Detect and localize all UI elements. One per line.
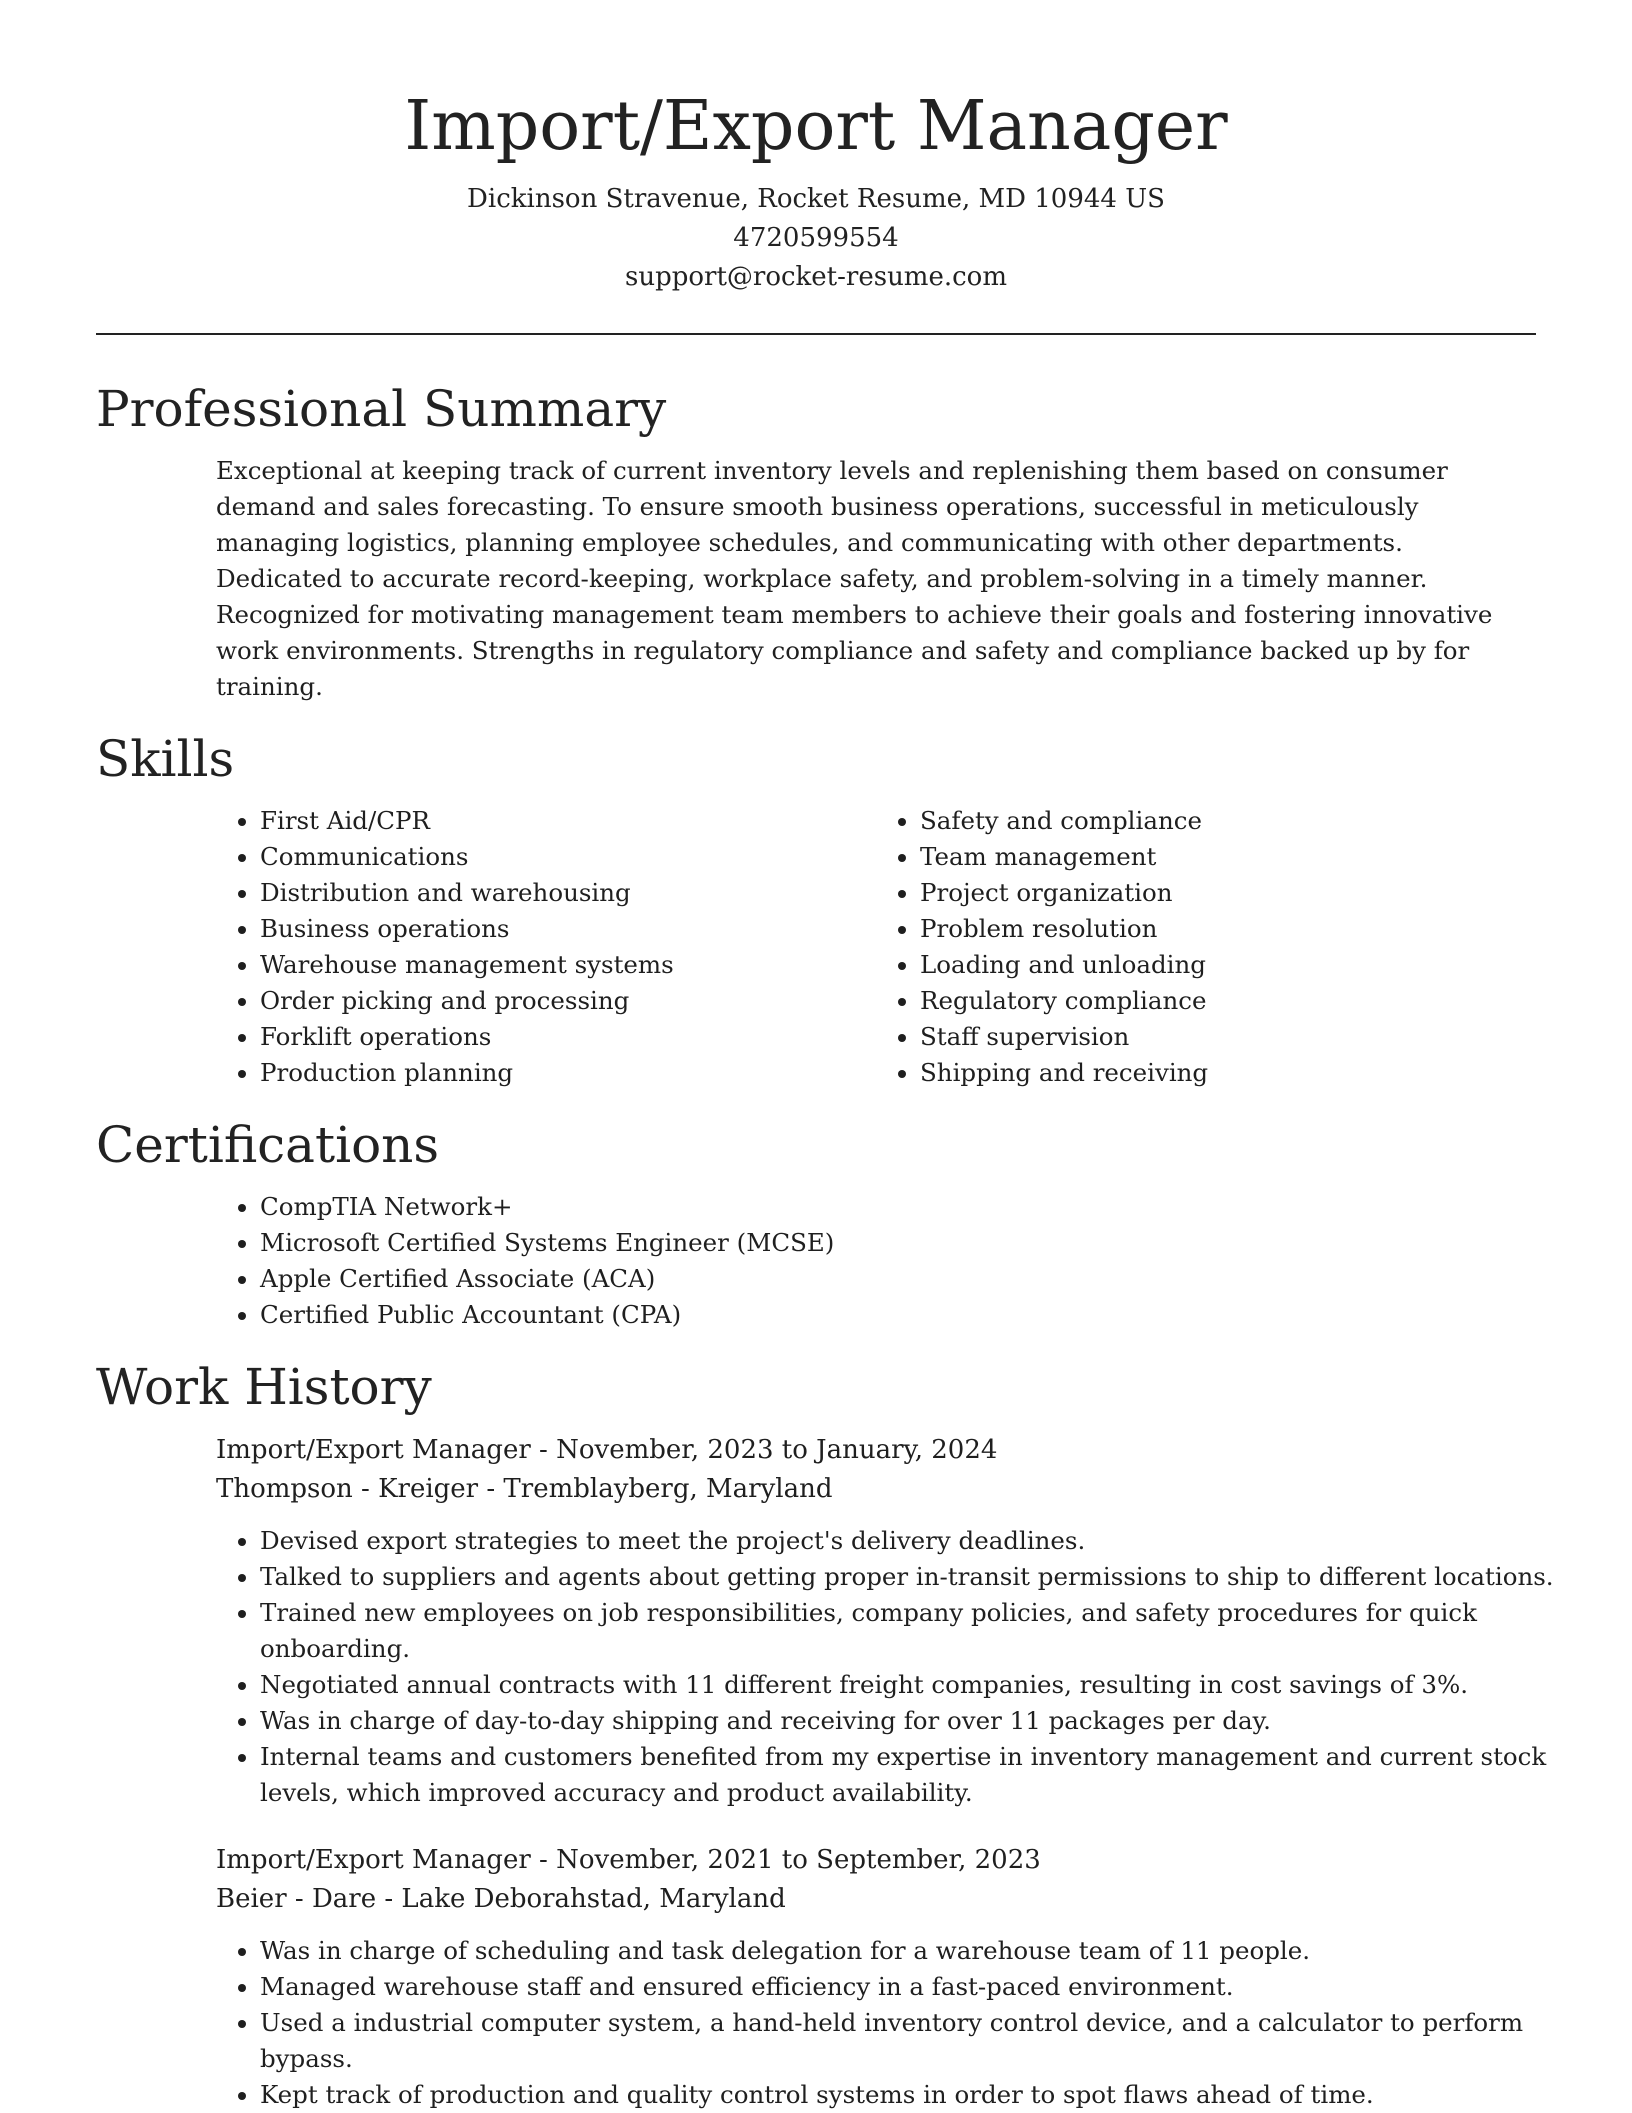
header-divider xyxy=(96,333,1536,335)
job-title: Import/Export Manager xyxy=(216,1845,531,1875)
job-bullet: • Talked to suppliers and agents about getting proper in-transit permissions to ship to different locations. xyxy=(260,1559,1580,1595)
resume-page xyxy=(96,0,1554,2113)
skill-item: • Warehouse management systems xyxy=(260,947,876,983)
job-company-line xyxy=(216,1470,1536,1509)
job-location: - Lake Deborahstad, Maryland xyxy=(376,1884,786,1914)
skill-item: • Shipping and receiving xyxy=(920,1055,1536,1091)
job-bullet: • Trained new employees on job responsibilities, company policies, and safety procedures for quick onboarding. xyxy=(260,1595,1580,1667)
certification-item: • Microsoft Certified Systems Engineer (MCSE) xyxy=(260,1225,1536,1261)
phone: 4720599554 xyxy=(733,223,899,253)
certifications-list xyxy=(216,1189,1536,1333)
address: Dickinson Stravenue, Rocket Resume, MD 10944 US xyxy=(467,184,1165,214)
skill-item: • Business operations xyxy=(260,911,876,947)
job-company-line xyxy=(216,1880,1536,1919)
job-bullet: • Managed warehouse staff and ensured efficiency in a fast-paced environment. xyxy=(260,1969,1580,2005)
job-bullet: • Devised export strategies to meet the project's delivery deadlines. xyxy=(260,1523,1580,1559)
skill-item: • First Aid/CPR xyxy=(260,803,876,839)
job-dates: - November, 2023 to January, 2024 xyxy=(530,1435,998,1465)
skill-item: • Safety and compliance xyxy=(920,803,1536,839)
email: support@rocket-resume.com xyxy=(624,262,1007,292)
skill-item: • Staff supervision xyxy=(920,1019,1536,1055)
job-entry xyxy=(216,1841,1536,2113)
skill-item: • Distribution and warehousing xyxy=(260,875,876,911)
job-bullet: • Used a industrial computer system, a hand-held inventory control device, and a calculator to perform bypass. xyxy=(260,2005,1580,2077)
job-bullet: • Negotiated annual contracts with 11 different freight companies, resulting in cost savings of 3%. xyxy=(260,1667,1580,1703)
job-bullets xyxy=(216,1933,1580,2113)
job-bullet: • Kept track of production and quality control systems in order to spot flaws ahead of time. xyxy=(260,2077,1580,2113)
skills-list-right xyxy=(876,803,1536,1091)
work-history-section xyxy=(96,1355,1554,2113)
skill-item: • Communications xyxy=(260,839,876,875)
certifications-heading: Certifications xyxy=(96,1116,440,1174)
skill-item: • Regulatory compliance xyxy=(920,983,1536,1019)
summary-text: Exceptional at keeping track of current inventory levels and replenishing them based on consumer demand and sales forecasting. To ensure smooth business operations, successful in meticulously managing logistics, planning employee schedules, and communicating with other departments. Dedicated to accurate record-keeping, workplace safety, and problem-solving in a timely manner. Recognized for motivating management team members to achieve their goals and fostering innovative work environments. Strengths in regulatory compliance and safety and compliance backed up by for training. xyxy=(216,456,1493,701)
skills-columns xyxy=(216,803,1536,1091)
job-company: Thompson - Kreiger xyxy=(216,1474,479,1504)
job-dates: - November, 2021 to September, 2023 xyxy=(530,1845,1041,1875)
job-bullets xyxy=(216,1523,1580,1811)
job-company: Beier - Dare xyxy=(216,1884,377,1914)
job-bullet: • Was in charge of scheduling and task delegation for a warehouse team of 11 people. xyxy=(260,1933,1580,1969)
resume-name: Import/Export Manager xyxy=(404,87,1228,166)
job-entry xyxy=(216,1431,1554,1811)
skill-item: • Loading and unloading xyxy=(920,947,1536,983)
skill-item: • Problem resolution xyxy=(920,911,1536,947)
work-history-heading: Work History xyxy=(96,1358,432,1416)
skill-item: • Production planning xyxy=(260,1055,876,1091)
skill-item: • Forklift operations xyxy=(260,1019,876,1055)
job-bullet: • Internal teams and customers benefited from my expertise in inventory management and current stock levels, which improved accuracy and product availability. xyxy=(260,1739,1580,1811)
skills-list-left xyxy=(216,803,876,1091)
job-title: Import/Export Manager xyxy=(216,1435,531,1465)
skills-section xyxy=(96,727,1536,1091)
certification-item: • CompTIA Network+ xyxy=(260,1189,1536,1225)
summary-heading: Professional Summary xyxy=(96,380,667,438)
job-location: - Tremblayberg, Maryland xyxy=(478,1474,833,1504)
certifications-section xyxy=(96,1113,1536,1333)
contact-info xyxy=(96,180,1536,297)
job-title-line xyxy=(216,1841,1536,1880)
certification-item: • Certified Public Accountant (CPA) xyxy=(260,1297,1536,1333)
skill-item: • Project organization xyxy=(920,875,1536,911)
certification-item: • Apple Certified Associate (ACA) xyxy=(260,1261,1536,1297)
summary-section xyxy=(96,377,1536,705)
resume-header xyxy=(96,0,1536,297)
job-bullet: • Was in charge of day-to-day shipping and receiving for over 11 packages per day. xyxy=(260,1703,1580,1739)
job-title-line xyxy=(216,1431,1536,1470)
skills-heading: Skills xyxy=(96,730,235,788)
skill-item: • Team management xyxy=(920,839,1536,875)
skill-item: • Order picking and processing xyxy=(260,983,876,1019)
